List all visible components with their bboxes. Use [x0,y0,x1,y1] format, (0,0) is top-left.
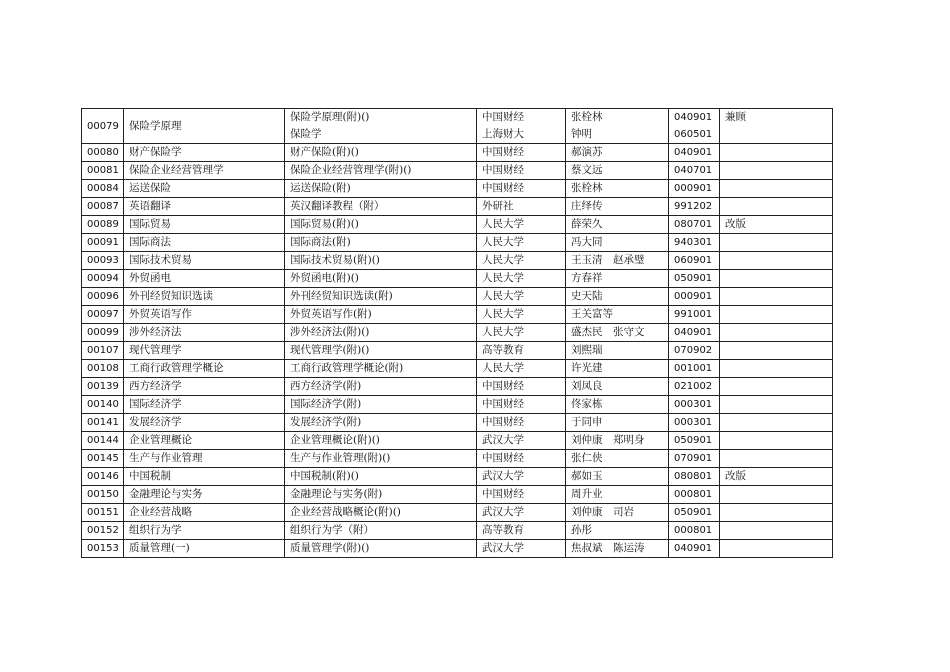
version-cell: 000801 [669,522,720,540]
publisher-cell: 人民大学 [477,270,566,288]
course-name-cell: 英语翻译 [124,198,285,216]
note-cell [720,378,833,396]
note-cell [720,414,833,432]
table-row [82,522,833,540]
publisher-cell: 人民大学 [477,306,566,324]
course-name-cell: 国际经济学 [124,396,285,414]
textbook-cell: 西方经济学(附) [285,378,477,396]
textbook-line: 保险学原理(附)() [290,111,370,123]
course-name-cell: 国际技术贸易 [124,252,285,270]
course-textbook-table [81,108,833,558]
textbook-cell: 生产与作业管理(附)() [285,450,477,468]
author-cell: 于同申 [566,414,669,432]
table-row [82,109,833,144]
table-row [82,486,833,504]
publisher-cell: 中国财经 [477,396,566,414]
table-row [82,198,833,216]
note-cell [720,540,833,558]
course-name-cell: 生产与作业管理 [124,450,285,468]
textbook-cell [285,109,477,144]
course-name-cell: 西方经济学 [124,378,285,396]
textbook-cell: 企业经营战略概论(附)() [285,504,477,522]
author-cell: 刘熙瑞 [566,342,669,360]
course-name-cell: 企业经营战略 [124,504,285,522]
version-cell: 000301 [669,414,720,432]
table-row [82,396,833,414]
textbook-cell: 运送保险(附) [285,180,477,198]
author-line: 张栓林 [571,111,603,123]
note-cell [720,504,833,522]
textbook-line: 保险学 [290,128,322,140]
table-row [82,360,833,378]
course-code-cell: 00144 [82,432,124,450]
textbook-cell: 金融理论与实务(附) [285,486,477,504]
course-code-cell: 00089 [82,216,124,234]
course-code-cell: 00107 [82,342,124,360]
note-cell [720,396,833,414]
textbook-cell: 国际技术贸易(附)() [285,252,477,270]
textbook-cell: 外刊经贸知识选读(附) [285,288,477,306]
table-row [82,162,833,180]
course-code-cell: 00140 [82,396,124,414]
version-cell: 040901 [669,324,720,342]
version-cell: 000801 [669,486,720,504]
course-code-cell: 00084 [82,180,124,198]
version-cell: 050901 [669,504,720,522]
version-cell: 040901 [669,540,720,558]
publisher-cell: 人民大学 [477,288,566,306]
author-cell: 王关富等 [566,306,669,324]
table-row [82,450,833,468]
course-name-cell: 国际贸易 [124,216,285,234]
author-cell: 蔡文远 [566,162,669,180]
version-cell [669,109,720,144]
publisher-cell: 人民大学 [477,324,566,342]
publisher-cell: 外研社 [477,198,566,216]
version-cell: 040901 [669,144,720,162]
course-code-cell: 00153 [82,540,124,558]
author-cell: 刘仲康 司岩 [566,504,669,522]
textbook-cell: 外贸英语写作(附) [285,306,477,324]
textbook-cell: 组织行为学（附） [285,522,477,540]
publisher-cell: 武汉大学 [477,468,566,486]
note-cell [720,306,833,324]
version-cell: 040701 [669,162,720,180]
table-row [82,468,833,486]
textbook-cell: 国际商法(附) [285,234,477,252]
course-code-cell: 00141 [82,414,124,432]
textbook-cell: 企业管理概论(附)() [285,432,477,450]
author-cell: 盛杰民 张守文 [566,324,669,342]
course-name-cell: 发展经济学 [124,414,285,432]
note-line: 兼顾 [725,111,746,123]
version-cell: 060901 [669,252,720,270]
table-row [82,144,833,162]
table-row [82,414,833,432]
course-name-cell: 运送保险 [124,180,285,198]
publisher-cell [477,109,566,144]
version-cell: 000901 [669,288,720,306]
author-cell: 郝演苏 [566,144,669,162]
textbook-cell: 涉外经济法(附)() [285,324,477,342]
version-cell: 940301 [669,234,720,252]
course-name-cell: 质量管理(一) [124,540,285,558]
table-row [82,504,833,522]
note-cell [720,180,833,198]
textbook-cell: 质量管理学(附)() [285,540,477,558]
author-cell: 孙彤 [566,522,669,540]
course-code-cell: 00093 [82,252,124,270]
course-name-cell: 中国税制 [124,468,285,486]
note-cell [720,342,833,360]
course-name-cell: 金融理论与实务 [124,486,285,504]
version-line: 060501 [674,129,713,140]
textbook-cell: 国际经济学(附) [285,396,477,414]
course-name-cell: 工商行政管理学概论 [124,360,285,378]
course-code-cell: 00087 [82,198,124,216]
note-cell [720,270,833,288]
note-cell [720,198,833,216]
course-name-cell: 企业管理概论 [124,432,285,450]
note-cell [720,360,833,378]
note-cell [720,234,833,252]
publisher-cell: 武汉大学 [477,504,566,522]
course-code-cell: 00145 [82,450,124,468]
course-code-cell: 00091 [82,234,124,252]
publisher-cell: 武汉大学 [477,540,566,558]
author-cell: 郝如玉 [566,468,669,486]
publisher-cell: 中国财经 [477,144,566,162]
note-cell [720,450,833,468]
course-code-cell: 00150 [82,486,124,504]
author-cell: 薛荣久 [566,216,669,234]
course-name-cell: 国际商法 [124,234,285,252]
publisher-cell: 中国财经 [477,180,566,198]
author-cell: 佟家栋 [566,396,669,414]
course-code-cell: 00151 [82,504,124,522]
course-name-cell: 财产保险学 [124,144,285,162]
textbook-cell: 现代管理学(附)() [285,342,477,360]
author-cell: 方春祥 [566,270,669,288]
version-cell: 991202 [669,198,720,216]
textbook-cell: 保险企业经营管理学(附)() [285,162,477,180]
author-cell: 周升业 [566,486,669,504]
publisher-cell: 人民大学 [477,216,566,234]
table-row [82,252,833,270]
note-cell [720,522,833,540]
publisher-cell: 人民大学 [477,234,566,252]
note-cell [720,162,833,180]
course-name-cell: 保险学原理 [124,109,285,144]
textbook-cell: 国际贸易(附)() [285,216,477,234]
table-row [82,342,833,360]
publisher-cell: 中国财经 [477,162,566,180]
textbook-cell: 英汉翻译教程（附） [285,198,477,216]
table-body [82,109,833,558]
course-code-cell: 00080 [82,144,124,162]
note-cell [720,109,833,144]
author-cell: 焦叔斌 陈运涛 [566,540,669,558]
table-row [82,180,833,198]
note-cell [720,486,833,504]
course-code-cell: 00096 [82,288,124,306]
publisher-cell: 中国财经 [477,486,566,504]
course-name-cell: 组织行为学 [124,522,285,540]
publisher-cell: 高等教育 [477,342,566,360]
author-cell: 王玉清 赵承璧 [566,252,669,270]
course-code-cell: 00081 [82,162,124,180]
version-cell: 080701 [669,216,720,234]
course-code-cell: 00146 [82,468,124,486]
course-name-cell: 涉外经济法 [124,324,285,342]
publisher-cell: 人民大学 [477,252,566,270]
author-line: 钟明 [571,128,592,140]
textbook-cell: 中国税制(附)() [285,468,477,486]
publisher-cell: 人民大学 [477,360,566,378]
table-row [82,540,833,558]
publisher-cell: 中国财经 [477,414,566,432]
version-cell: 001001 [669,360,720,378]
version-cell: 021002 [669,378,720,396]
table-row [82,306,833,324]
author-cell: 庄绎传 [566,198,669,216]
course-name-cell: 保险企业经营管理学 [124,162,285,180]
version-line: 040901 [674,112,713,123]
textbook-cell: 工商行政管理学概论(附) [285,360,477,378]
version-cell: 000301 [669,396,720,414]
note-cell [720,432,833,450]
course-code-cell: 00108 [82,360,124,378]
course-code-cell: 00152 [82,522,124,540]
version-cell: 080801 [669,468,720,486]
version-cell: 070902 [669,342,720,360]
note-cell [720,324,833,342]
course-code-cell: 00097 [82,306,124,324]
table-row [82,234,833,252]
publisher-cell: 中国财经 [477,450,566,468]
table-row [82,432,833,450]
publisher-cell: 中国财经 [477,378,566,396]
note-cell [720,144,833,162]
table-row [82,378,833,396]
author-cell: 刘凤良 [566,378,669,396]
version-cell: 070901 [669,450,720,468]
course-code-cell: 00094 [82,270,124,288]
course-name-cell: 外贸英语写作 [124,306,285,324]
note-cell [720,252,833,270]
note-cell: 改版 [720,468,833,486]
author-cell: 张栓林 [566,180,669,198]
course-code-cell: 00079 [82,109,124,144]
course-name-cell: 现代管理学 [124,342,285,360]
textbook-cell: 外贸函电(附)() [285,270,477,288]
publisher-line: 中国财经 [482,111,524,123]
course-code-cell: 00099 [82,324,124,342]
author-cell: 冯大同 [566,234,669,252]
publisher-cell: 高等教育 [477,522,566,540]
version-cell: 991001 [669,306,720,324]
textbook-cell: 财产保险(附)() [285,144,477,162]
author-cell [566,109,669,144]
textbook-cell: 发展经济学(附) [285,414,477,432]
version-cell: 050901 [669,270,720,288]
publisher-cell: 武汉大学 [477,432,566,450]
table-row [82,216,833,234]
author-cell: 刘仲康 郑明身 [566,432,669,450]
course-code-cell: 00139 [82,378,124,396]
author-cell: 张仁侠 [566,450,669,468]
author-cell: 史天陆 [566,288,669,306]
course-name-cell: 外贸函电 [124,270,285,288]
note-cell [720,288,833,306]
table-row [82,288,833,306]
publisher-line: 上海财大 [482,128,524,140]
course-name-cell: 外刊经贸知识选读 [124,288,285,306]
version-cell: 050901 [669,432,720,450]
table-row [82,324,833,342]
note-cell: 改版 [720,216,833,234]
author-cell: 许光建 [566,360,669,378]
version-cell: 000901 [669,180,720,198]
table-row [82,270,833,288]
